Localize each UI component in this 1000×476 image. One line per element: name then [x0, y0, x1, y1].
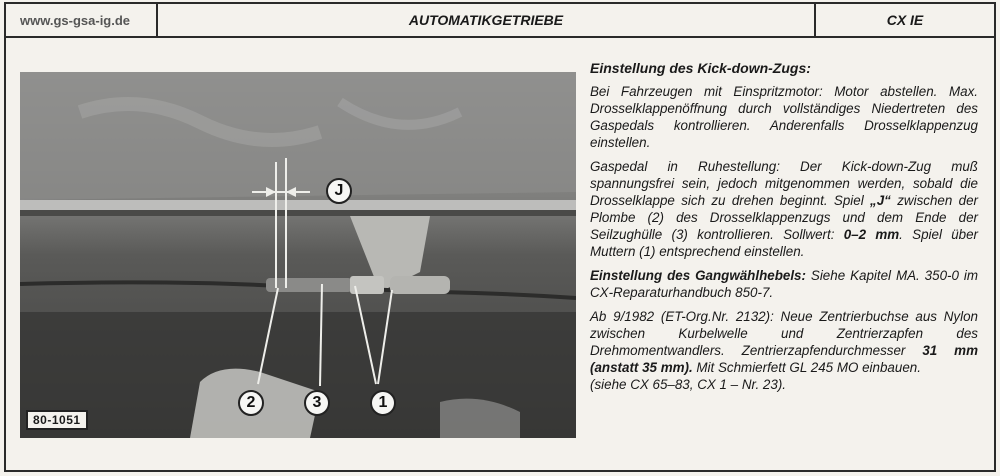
marker-j: J [326, 178, 352, 204]
model-label: CX IE [886, 12, 924, 28]
pin-diameter-value: 31 mm (anstatt 35 mm). [590, 343, 978, 375]
section-title: AUTOMATIKGETRIEBE [158, 4, 816, 36]
para4-text-b: Mit Schmierfett GL 245 MO einbauen. [692, 360, 921, 375]
para3-text: Siehe Kapitel MA. 350-0 im CX-Reparaturhandbuch 850-7. [590, 268, 978, 300]
marker-3: 3 [304, 390, 330, 416]
paragraph-injection: Bei Fahrzeugen mit Einspritzmotor: Motor abstellen. Max. Drosselklappenöffnung durch vollständiges Niedertreten des Gaspedals kontrollieren. Anderenfalls Drosselklappenzug einstellen. [590, 84, 978, 150]
page-header [4, 2, 996, 38]
paragraph-idle-position [590, 158, 978, 260]
para2-text-b: zwischen der Plombe (2) des Drosselklappenzugs und dem Ende der Seilzughülle (3) kontrollieren. Sollwert: [590, 193, 979, 242]
marker-2: 2 [238, 390, 264, 416]
website-url: www.gs-gsa-ig.de [6, 4, 158, 36]
play-j-label: „J“ [870, 193, 891, 208]
figure-number: 80-1051 [26, 410, 88, 430]
marker-1: 1 [370, 390, 396, 416]
para2-text-c: . Spiel über Muttern (1) entsprechend einstellen. [590, 227, 978, 259]
photo-illustration [20, 72, 576, 438]
instructions-column [590, 60, 978, 400]
kickdown-cable-photo [20, 72, 576, 438]
kickdown-heading: Einstellung des Kick-down-Zugs: [590, 60, 811, 76]
paragraph-selector-lever [590, 267, 978, 301]
paragraph-centering-bush [590, 308, 978, 393]
para4-reference: (siehe CX 65–83, CX 1 – Nr. 23). [590, 377, 786, 392]
para2-text-a: Gaspedal in Ruhestellung: Der Kick-down-Zug muß spannungsfrei sein, jedoch mitgenommen werden, sobald die Drosselklappe sich zu drehen beginnt. Spiel [590, 159, 978, 208]
selector-lever-heading: Einstellung des Gangwählhebels: [590, 268, 806, 283]
target-value: 0–2 mm [843, 227, 900, 242]
para4-text-a: Ab 9/1982 (ET-Org.Nr. 2132): Neue Zentrierbuchse aus Nylon zwischen Kurbelwelle und Zentrierzapfen des Drehmomentwandlers. Zentrierzapfendurchmesser [590, 309, 978, 358]
